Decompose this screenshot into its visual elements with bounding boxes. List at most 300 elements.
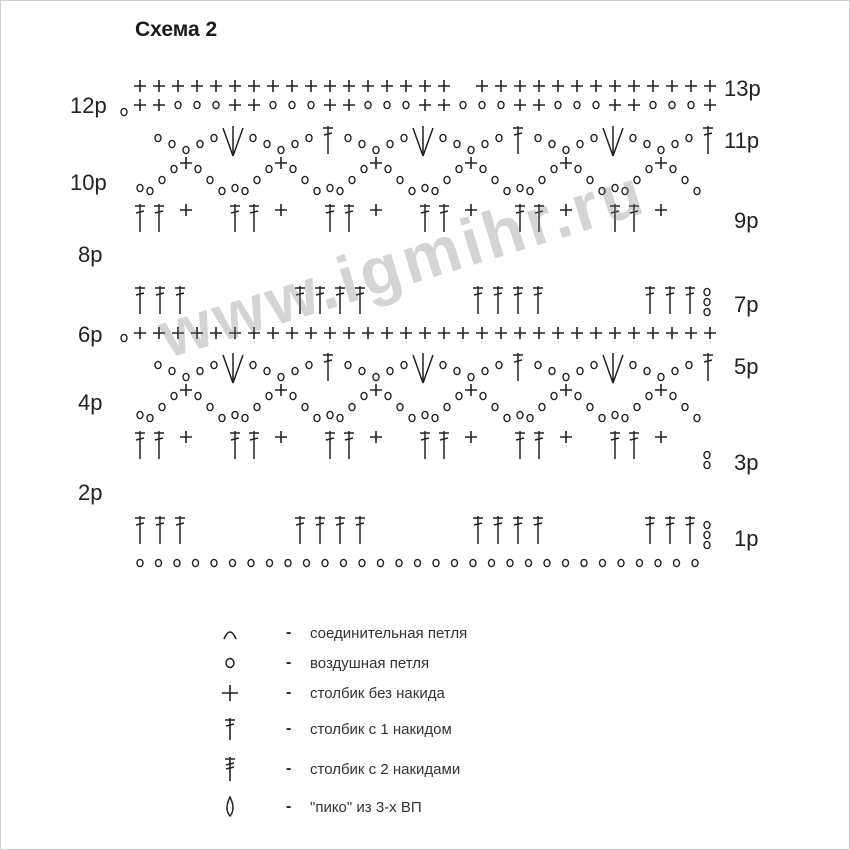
- double-crochet-mark: [533, 516, 543, 544]
- chain-stitch-mark: [361, 392, 367, 399]
- chain-stitch-mark: [535, 134, 541, 141]
- single-crochet-mark: [248, 99, 260, 111]
- double-crochet-mark: [295, 286, 305, 314]
- single-crochet-mark: [438, 99, 450, 111]
- chain-stitch-mark: [147, 414, 153, 421]
- double-crochet-mark: [439, 204, 449, 232]
- chain-stitch-mark: [266, 392, 272, 399]
- chain-stitch-mark: [692, 559, 698, 566]
- chain-stitch-mark: [378, 559, 384, 566]
- single-crochet-mark: [514, 80, 526, 92]
- row-label-2: 2р: [78, 480, 103, 505]
- chain-stitch-mark: [248, 559, 254, 566]
- chain-stitch-mark: [704, 541, 710, 548]
- single-crochet-mark: [628, 327, 640, 339]
- chain-stitch-mark: [250, 361, 256, 368]
- row-label-4: 4р: [78, 390, 103, 415]
- chain-stitch-mark: [444, 403, 450, 410]
- chain-stitch-mark: [454, 140, 460, 147]
- single-crochet-mark: [495, 80, 507, 92]
- chain-stitch-mark: [432, 414, 438, 421]
- double-crochet-mark: [135, 286, 145, 314]
- single-crochet-mark: [191, 327, 203, 339]
- single-crochet-mark: [571, 80, 583, 92]
- double-crochet-mark: [473, 286, 483, 314]
- chain-stitch-mark: [630, 361, 636, 368]
- double-crochet-mark: [645, 286, 655, 314]
- single-crochet-mark: [628, 99, 640, 111]
- chain-stitch-mark: [308, 101, 314, 108]
- chain-stitch-mark: [341, 559, 347, 566]
- double-crochet-mark: [175, 516, 185, 544]
- legend-text: столбик с 2 накидами: [310, 760, 461, 778]
- single-crochet-mark: [210, 327, 222, 339]
- double-crochet-mark: [534, 204, 544, 232]
- chain-stitch-mark: [270, 101, 276, 108]
- chain-stitch-mark: [470, 559, 476, 566]
- chain-stitch-mark: [440, 361, 446, 368]
- double-crochet-mark: [154, 204, 164, 232]
- chain-stitch-mark: [384, 101, 390, 108]
- chain-stitch-mark: [232, 184, 238, 191]
- chain-stitch-mark: [264, 140, 270, 147]
- double-crochet-mark: [439, 431, 449, 459]
- chain-stitch-mark: [211, 134, 217, 141]
- chain-stitch-mark: [290, 165, 296, 172]
- double-crochet-mark: [135, 204, 145, 232]
- watermark: www.igmihr.ru: [150, 153, 655, 372]
- chain-stitch-mark: [669, 101, 675, 108]
- single-crochet-mark: [465, 204, 477, 216]
- chain-stitch-mark: [577, 140, 583, 147]
- chain-stitch-mark: [396, 559, 402, 566]
- double-crochet-mark: [665, 516, 675, 544]
- single-crochet-mark: [590, 327, 602, 339]
- single-crochet-mark: [180, 384, 192, 396]
- single-crochet-mark: [134, 327, 146, 339]
- double-crochet-mark: [685, 286, 695, 314]
- chain-stitch-mark: [650, 101, 656, 108]
- row-label-9: 9р: [734, 208, 759, 233]
- double-crochet-icon: [210, 716, 250, 742]
- double-crochet-mark: [249, 204, 259, 232]
- single-crochet-mark: [381, 327, 393, 339]
- chain-stitch-mark: [137, 559, 143, 566]
- slip-stitch-icon: [210, 623, 250, 643]
- single-crochet-mark: [362, 327, 374, 339]
- single-crochet-mark: [286, 80, 298, 92]
- legend-treble-crochet: [210, 756, 460, 782]
- single-crochet-mark: [248, 327, 260, 339]
- single-crochet-mark: [533, 327, 545, 339]
- double-crochet-mark: [155, 286, 165, 314]
- legend-dash: -: [286, 760, 292, 777]
- double-crochet-mark: [325, 431, 335, 459]
- chain-stitch-mark: [174, 559, 180, 566]
- chain-stitch-mark: [403, 101, 409, 108]
- chain-stitch-mark: [159, 176, 165, 183]
- chain-stitch-mark: [137, 184, 143, 191]
- single-crochet-mark: [560, 384, 572, 396]
- chain-stitch-mark: [183, 146, 189, 153]
- chain-stitch-mark: [254, 403, 260, 410]
- chain-stitch-mark: [555, 101, 561, 108]
- double-crochet-mark: [513, 353, 523, 381]
- chain-stitch-mark: [440, 134, 446, 141]
- chain-stitch-mark: [242, 414, 248, 421]
- chain-stitch-mark: [587, 403, 593, 410]
- single-crochet-mark: [685, 327, 697, 339]
- chain-stitch-mark: [581, 559, 587, 566]
- chain-stitch-mark: [504, 187, 510, 194]
- single-crochet-mark: [552, 80, 564, 92]
- double-crochet-mark: [533, 286, 543, 314]
- chain-stitch-mark: [345, 361, 351, 368]
- chain-stitch-mark: [496, 361, 502, 368]
- chain-stitch-mark: [365, 101, 371, 108]
- chain-stitch-mark: [155, 361, 161, 368]
- chain-stitch-mark: [468, 373, 474, 380]
- chain-stitch-mark: [704, 298, 710, 305]
- chain-stitch-mark: [574, 101, 580, 108]
- chain-stitch-mark: [304, 559, 310, 566]
- double-crochet-mark: [703, 126, 713, 154]
- chain-stitch-mark: [147, 187, 153, 194]
- double-crochet-mark: [610, 431, 620, 459]
- chain-stitch-mark: [401, 361, 407, 368]
- double-crochet-mark: [325, 204, 335, 232]
- single-crochet-mark: [647, 327, 659, 339]
- fan-mark: [603, 126, 623, 156]
- row-label-7: 7р: [734, 292, 759, 317]
- double-crochet-mark: [513, 286, 523, 314]
- chain-stitch-mark: [686, 134, 692, 141]
- chain-stitch-mark: [266, 165, 272, 172]
- single-crochet-mark: [180, 204, 192, 216]
- single-crochet-mark: [704, 327, 716, 339]
- chain-stitch-mark: [121, 334, 127, 341]
- chain-stitch-mark: [482, 140, 488, 147]
- single-crochet-mark: [400, 327, 412, 339]
- single-crochet-mark: [438, 327, 450, 339]
- double-crochet-mark: [335, 286, 345, 314]
- legend-text: соединительная петля: [310, 624, 468, 642]
- double-crochet-mark: [665, 286, 675, 314]
- chain-stitch-mark: [121, 108, 127, 115]
- single-crochet-mark: [324, 327, 336, 339]
- legend-dash: -: [286, 624, 292, 641]
- chain-stitch-mark: [456, 165, 462, 172]
- single-crochet-mark: [324, 80, 336, 92]
- single-crochet-mark: [172, 80, 184, 92]
- fan-mark: [223, 126, 243, 156]
- chain-stitch-mark: [591, 361, 597, 368]
- single-crochet-mark: [343, 327, 355, 339]
- chain-stitch-mark: [302, 176, 308, 183]
- single-crochet-mark: [495, 327, 507, 339]
- chain-stitch-mark: [468, 146, 474, 153]
- chain-stitch-mark: [551, 392, 557, 399]
- single-crochet-mark: [229, 80, 241, 92]
- chain-stitch-mark: [292, 367, 298, 374]
- single-crochet-mark: [370, 157, 382, 169]
- chain-stitch-mark: [535, 361, 541, 368]
- chain-stitch-mark: [526, 559, 532, 566]
- single-crochet-mark: [248, 80, 260, 92]
- chain-stitch-mark: [694, 187, 700, 194]
- chain-stitch-mark: [644, 367, 650, 374]
- chain-stitch-mark: [387, 367, 393, 374]
- single-crochet-mark: [275, 384, 287, 396]
- double-crochet-mark: [515, 204, 525, 232]
- row-label-3: 3р: [734, 450, 759, 475]
- single-crochet-mark: [647, 80, 659, 92]
- chain-stitch-mark: [432, 187, 438, 194]
- single-crochet-mark: [172, 327, 184, 339]
- single-crochet-mark: [229, 99, 241, 111]
- chain-stitch-mark: [314, 414, 320, 421]
- single-crochet-mark: [153, 99, 165, 111]
- chain-stitch-mark: [563, 146, 569, 153]
- single-crochet-mark: [655, 384, 667, 396]
- chain-stitch-mark: [563, 373, 569, 380]
- single-crochet-mark: [370, 431, 382, 443]
- chain-stitch-mark: [373, 373, 379, 380]
- single-crochet-mark: [275, 157, 287, 169]
- chain-stitch-mark: [637, 559, 643, 566]
- single-crochet-mark: [286, 327, 298, 339]
- chain-stitch-mark: [634, 176, 640, 183]
- single-crochet-mark: [560, 204, 572, 216]
- double-crochet-mark: [610, 204, 620, 232]
- double-crochet-mark: [515, 431, 525, 459]
- chain-stitch-mark: [612, 184, 618, 191]
- chain-stitch-mark: [549, 140, 555, 147]
- chain-stitch-mark: [670, 392, 676, 399]
- chain-stitch-mark: [401, 134, 407, 141]
- double-crochet-mark: [344, 204, 354, 232]
- chain-stitch-mark: [169, 140, 175, 147]
- legend-text: столбик без накида: [310, 684, 445, 702]
- chain-stitch-mark: [197, 140, 203, 147]
- single-crochet-mark: [324, 99, 336, 111]
- chain-stitch-mark: [460, 101, 466, 108]
- chain-stitch-mark: [322, 559, 328, 566]
- single-crochet-mark: [704, 99, 716, 111]
- single-crochet-mark: [609, 327, 621, 339]
- legend-single-crochet: [210, 680, 445, 706]
- single-crochet-mark: [134, 80, 146, 92]
- single-crochet-mark: [419, 99, 431, 111]
- chain-stitch-mark: [137, 411, 143, 418]
- chain-stitch-mark: [599, 187, 605, 194]
- chain-stitch-mark: [658, 146, 664, 153]
- single-crochet-mark: [267, 327, 279, 339]
- chain-stitch-mark: [219, 187, 225, 194]
- double-crochet-mark: [355, 286, 365, 314]
- double-crochet-mark: [249, 431, 259, 459]
- single-crochet-mark: [381, 80, 393, 92]
- legend-picot: [210, 794, 422, 820]
- chain-stitch-mark: [349, 176, 355, 183]
- chain-stitch-mark: [489, 559, 495, 566]
- chain-stitch-mark: [456, 392, 462, 399]
- double-crochet-mark: [230, 204, 240, 232]
- double-crochet-mark: [323, 126, 333, 154]
- chain-stitch-mark: [155, 134, 161, 141]
- single-crochet-mark: [552, 327, 564, 339]
- chain-stitch-mark: [704, 461, 710, 468]
- chain-stitch-mark: [704, 521, 710, 528]
- row-label-6: 6р: [78, 322, 103, 347]
- single-crochet-mark: [362, 80, 374, 92]
- chain-stitch-mark: [211, 559, 217, 566]
- chain-stitch-mark: [195, 165, 201, 172]
- single-crochet-mark: [275, 431, 287, 443]
- chain-stitch-mark: [232, 411, 238, 418]
- chain-stitch-mark: [630, 134, 636, 141]
- double-crochet-mark: [493, 516, 503, 544]
- fan-mark: [603, 353, 623, 383]
- chain-stitch-mark: [575, 392, 581, 399]
- fan-mark: [223, 353, 243, 383]
- picot-icon: [210, 795, 250, 819]
- chain-stitch-mark: [171, 165, 177, 172]
- legend-double-crochet: [210, 716, 452, 742]
- chain-stitch-mark: [197, 367, 203, 374]
- single-crochet-mark: [476, 327, 488, 339]
- chain-stitch-mark: [194, 101, 200, 108]
- chain-stitch-mark: [314, 187, 320, 194]
- chain-stitch-mark: [264, 367, 270, 374]
- chain-stitch-mark: [159, 403, 165, 410]
- single-crochet-mark: [666, 327, 678, 339]
- chain-stitch-mark: [267, 559, 273, 566]
- chain-stitch-mark: [674, 559, 680, 566]
- chain-stitch-mark: [327, 184, 333, 191]
- chain-stitch-mark: [480, 165, 486, 172]
- chain-stitch-mark: [250, 134, 256, 141]
- single-crochet-mark: [655, 204, 667, 216]
- row-label-10: 10р: [70, 170, 107, 195]
- treble-crochet-icon: [210, 755, 250, 783]
- single-crochet-mark: [457, 327, 469, 339]
- single-crochet-mark: [438, 80, 450, 92]
- single-crochet-mark: [153, 80, 165, 92]
- double-crochet-mark: [344, 431, 354, 459]
- double-crochet-mark: [135, 431, 145, 459]
- chain-stitch-mark: [517, 411, 523, 418]
- chain-stitch-mark: [345, 134, 351, 141]
- single-crochet-mark: [210, 80, 222, 92]
- chain-stitch-mark: [591, 134, 597, 141]
- chain-stitch-mark: [507, 559, 513, 566]
- chain-stitch-mark: [452, 559, 458, 566]
- chain-stitch-mark: [289, 101, 295, 108]
- legend-text: столбик с 1 накидом: [310, 720, 452, 738]
- chain-stitch-mark: [482, 367, 488, 374]
- single-crochet-mark: [571, 327, 583, 339]
- chain-stitch-mark: [539, 176, 545, 183]
- legend-dash: -: [286, 798, 292, 815]
- double-crochet-mark: [323, 353, 333, 381]
- chain-stitch-mark: [242, 187, 248, 194]
- chain-stitch-mark: [498, 101, 504, 108]
- chain-stitch-mark: [385, 392, 391, 399]
- chain-stitch-mark: [544, 559, 550, 566]
- single-crochet-mark: [655, 157, 667, 169]
- chain-stitch-mark: [496, 134, 502, 141]
- single-crochet-mark: [533, 80, 545, 92]
- chain-stitch-mark: [278, 373, 284, 380]
- single-crochet-mark: [370, 204, 382, 216]
- chain-stitch-mark: [694, 414, 700, 421]
- chain-stitch-mark: [658, 373, 664, 380]
- chain-stitch-mark: [207, 403, 213, 410]
- chain-stitch-mark: [634, 403, 640, 410]
- single-crochet-mark: [609, 99, 621, 111]
- chain-stitch-mark: [195, 392, 201, 399]
- chain-stitch-mark: [479, 101, 485, 108]
- single-crochet-mark: [275, 204, 287, 216]
- chain-stitch-mark: [618, 559, 624, 566]
- chain-stitch-mark: [600, 559, 606, 566]
- chain-stitch-mark: [527, 187, 533, 194]
- legend-text: "пико" из 3-х ВП: [310, 798, 422, 816]
- chain-stitch-mark: [622, 187, 628, 194]
- chain-stitch-mark: [361, 165, 367, 172]
- single-crochet-mark: [343, 80, 355, 92]
- chain-stitch-mark: [359, 367, 365, 374]
- chain-stitch-mark: [655, 559, 661, 566]
- double-crochet-mark: [355, 516, 365, 544]
- single-crochet-mark: [419, 327, 431, 339]
- chain-stitch-mark: [492, 176, 498, 183]
- single-crochet-icon: [210, 683, 250, 703]
- chain-stitch-mark: [704, 308, 710, 315]
- single-crochet-mark: [628, 80, 640, 92]
- single-crochet-mark: [370, 384, 382, 396]
- double-crochet-mark: [513, 516, 523, 544]
- double-crochet-mark: [473, 516, 483, 544]
- chain-stitch-mark: [306, 361, 312, 368]
- single-crochet-mark: [609, 80, 621, 92]
- single-crochet-mark: [655, 431, 667, 443]
- chain-stitch-mark: [409, 187, 415, 194]
- chain-stitch-mark: [704, 288, 710, 295]
- double-crochet-mark: [534, 431, 544, 459]
- single-crochet-mark: [560, 431, 572, 443]
- chain-stitch-mark: [409, 414, 415, 421]
- chain-stitch-mark: [492, 403, 498, 410]
- chain-stitch-mark: [230, 559, 236, 566]
- double-crochet-mark: [513, 126, 523, 154]
- chain-stitch-mark: [302, 403, 308, 410]
- double-crochet-mark: [629, 431, 639, 459]
- row-label-12: 12р: [70, 93, 107, 118]
- double-crochet-mark: [420, 204, 430, 232]
- single-crochet-mark: [305, 80, 317, 92]
- double-crochet-mark: [175, 286, 185, 314]
- chain-stitch-mark: [682, 403, 688, 410]
- chain-stitch-mark: [213, 101, 219, 108]
- chain-stitch-mark: [593, 101, 599, 108]
- chain-stitch-mark: [622, 414, 628, 421]
- double-crochet-mark: [295, 516, 305, 544]
- chain-stitch-mark: [397, 403, 403, 410]
- single-crochet-mark: [191, 80, 203, 92]
- chain-stitch-mark: [290, 392, 296, 399]
